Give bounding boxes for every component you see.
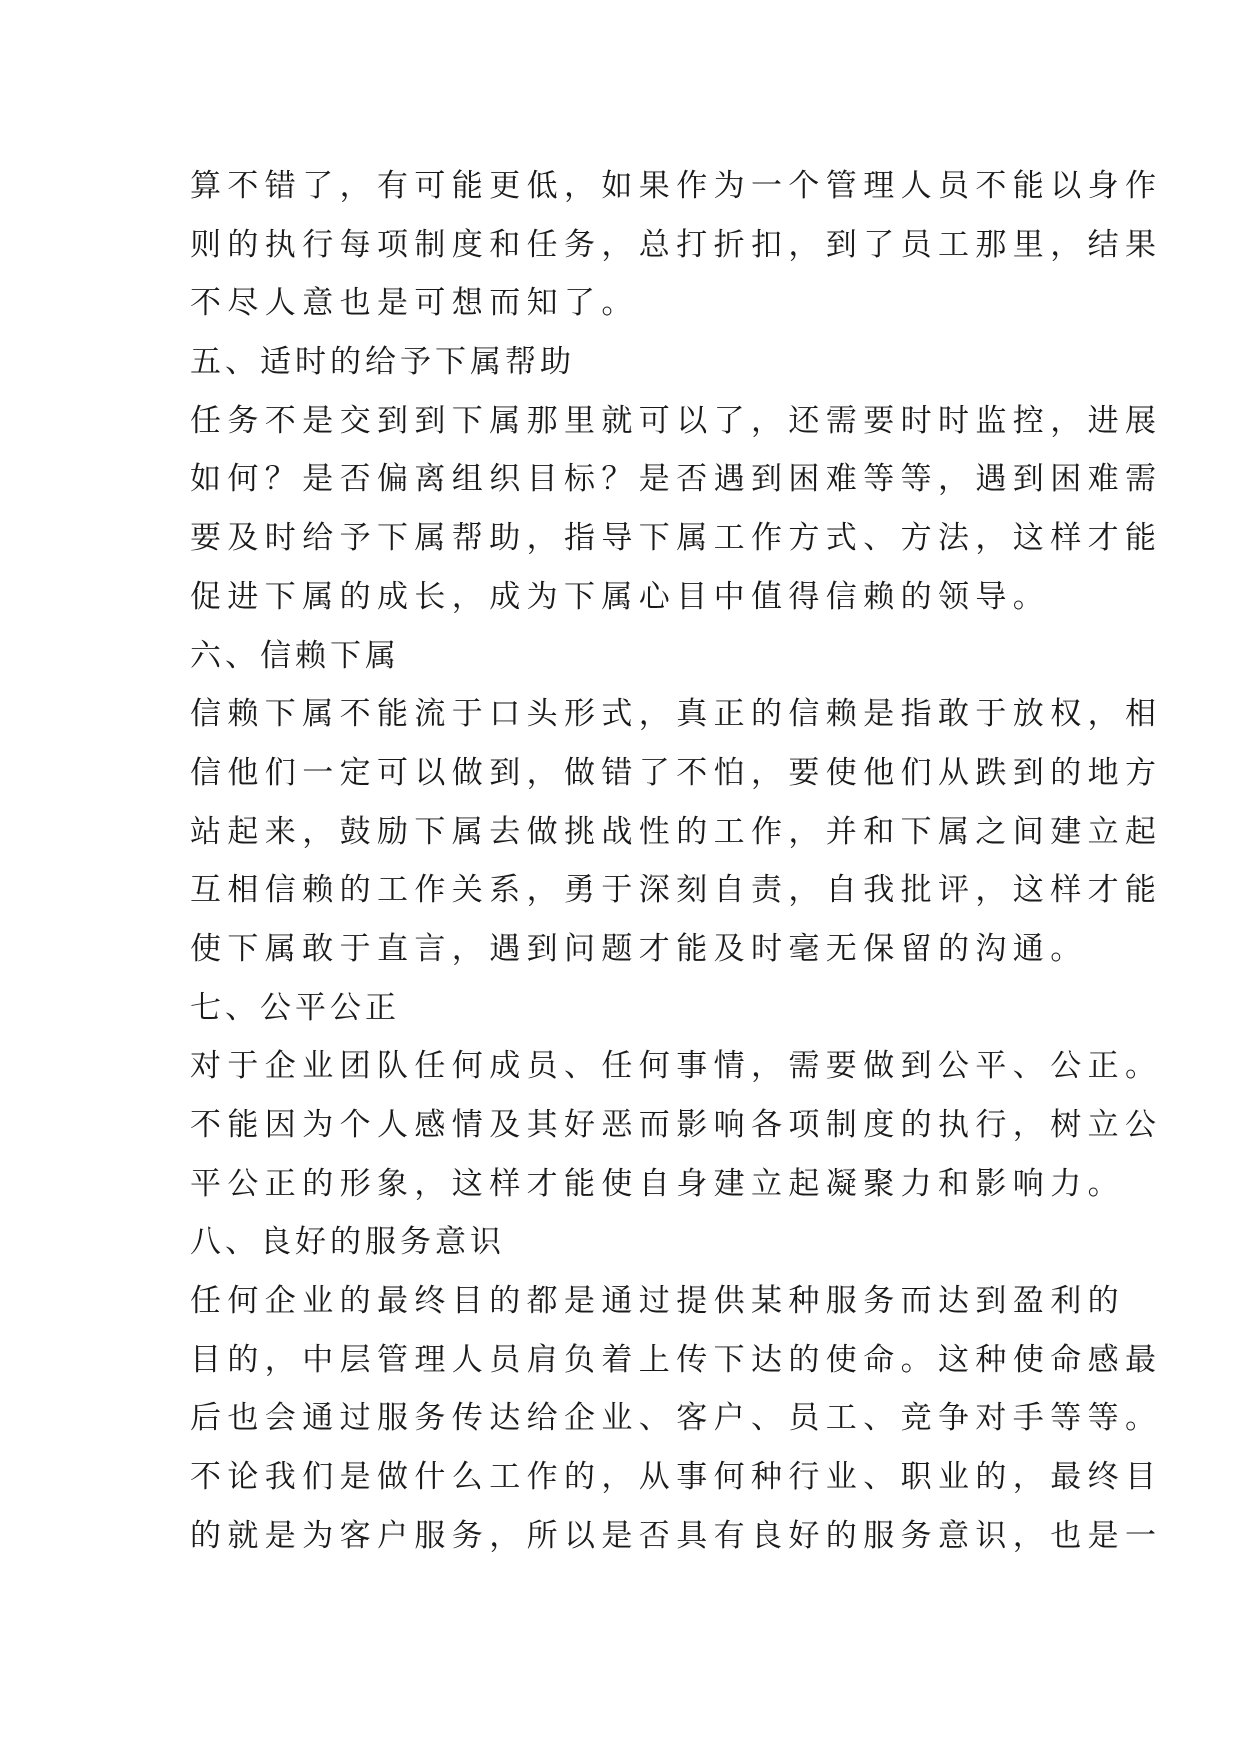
section-heading-5: 五、适时的给予下属帮助	[190, 344, 575, 381]
text-line: 的就是为客户服务，所以是否具有良好的服务意识，也是一	[190, 1517, 1163, 1554]
text-line: 任何企业的最终目的都是通过提供某种服务而达到盈利的	[190, 1283, 1125, 1320]
text-line: 如何？是否偏离组织目标？是否遇到困难等等，遇到困难需	[190, 461, 1163, 498]
text-line: 任务不是交到到下属那里就可以了，还需要时时监控，进展	[190, 402, 1163, 439]
text-line: 信赖下属不能流于口头形式，真正的信赖是指敢于放权，相	[190, 696, 1163, 733]
section-heading-8: 八、良好的服务意识	[190, 1224, 505, 1261]
text-line: 促进下属的成长，成为下属心目中值得信赖的领导。	[190, 578, 1051, 615]
document-body	[190, 157, 1163, 1566]
text-line: 对于企业团队任何成员、任何事情，需要做到公平、公正。	[190, 1048, 1163, 1085]
text-line: 站起来，鼓励下属去做挑战性的工作，并和下属之间建立起	[190, 813, 1163, 850]
section-heading-7: 七、公平公正	[190, 989, 400, 1026]
text-line: 不论我们是做什么工作的，从事何种行业、职业的，最终目	[190, 1459, 1163, 1496]
text-line: 算不错了，有可能更低，如果作为一个管理人员不能以身作	[190, 168, 1163, 204]
text-line: 则的执行每项制度和任务，总打折扣，到了员工那里，结果	[190, 226, 1163, 263]
text-line: 后也会通过服务传达给企业、客户、员工、竞争对手等等。	[190, 1400, 1163, 1437]
text-line: 不能因为个人感情及其好恶而影响各项制度的执行，树立公	[190, 1107, 1163, 1143]
text-line: 互相信赖的工作关系，勇于深刻自责，自我批评，这样才能	[190, 872, 1163, 909]
text-line: 要及时给予下属帮助，指导下属工作方式、方法，这样才能	[190, 520, 1163, 557]
text-line: 信他们一定可以做到，做错了不怕，要使他们从跌到的地方	[190, 754, 1163, 791]
text-line: 目的，中层管理人员肩负着上传下达的使命。这种使命感最	[190, 1341, 1163, 1378]
text-line: 平公正的形象，这样才能使自身建立起凝聚力和影响力。	[190, 1165, 1125, 1202]
text-line: 使下属敢于直言，遇到问题才能及时毫无保留的沟通。	[190, 930, 1088, 967]
text-line: 不尽人意也是可想而知了。	[190, 285, 639, 322]
section-heading-6: 六、信赖下属	[190, 637, 400, 674]
